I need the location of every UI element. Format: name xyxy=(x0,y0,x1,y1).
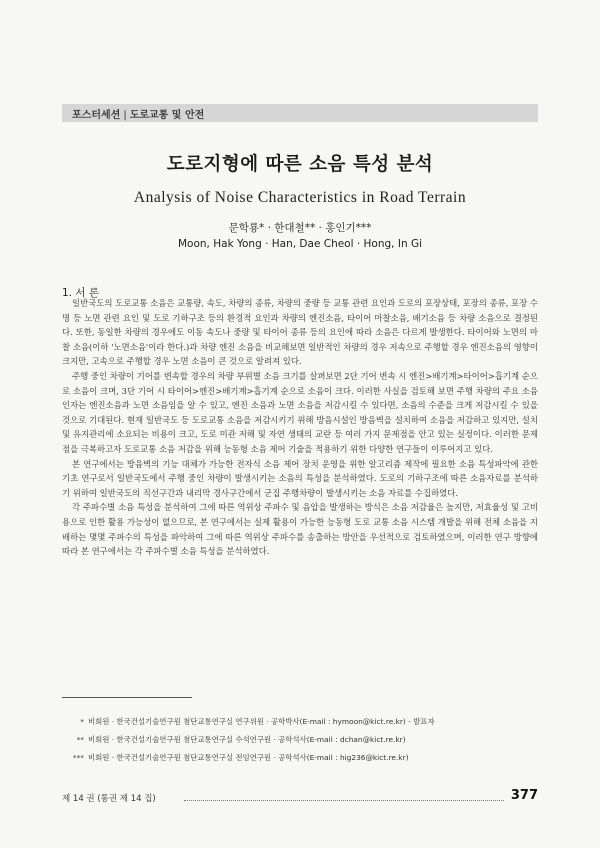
authors-english: Moon, Hak Yong · Han, Dae Cheol · Hong, In Gi xyxy=(178,238,422,250)
footnote-text: 비회원 · 한국건설기술연구원 첨단교통연구실 연구위원 · 공학박사(E-mail : hymoon@kict.re.kr) - 발표자 xyxy=(88,717,435,726)
footnote xyxy=(62,749,538,767)
page-footer xyxy=(62,790,538,806)
paragraph: 주행 중인 차량이 기어를 변속할 경우의 차량 부위별 소음 크기를 살펴보면 2단 기어 변속 시 엔진>배기계>타이어>흡기계 순으로 소음이 크며, 3단 기어 시 타이어>엔진>배기계>흡기계 순으로 소음이 크다. 이러한 사실을 검토해 보면 주행 차량의 주요 소음 인자는 엔진소음과 노면 소음임을 알 수 있고, 엔진 소음과 노면 소음을 저감시킬 수 있다면, 소음의 수준을 크게 저감시킬 수 있을 것으로 기대된다. 현재 일반국도 등 도로교통 소음을 저감시키기 위해 방음시설인 방음벽을 설치하여 소음을 저감하고 있지만, 설치 및 유지관리에 소요되는 비용이 크고, 도로 미관 저해 및 자연 생태의 교란 등 여러 가지 문제점을 안고 있는 실정이다. 이러한 문제점을 극복하고자 도로교통 소음 저감을 위해 능동형 소음 제어 기술을 적용하기 위한 다양한 연구들이 이루어지고 있다. xyxy=(62,370,538,454)
issue-info: 제 14 권 (통권 제 14 집) xyxy=(62,794,156,804)
footnote-mark: * xyxy=(80,717,84,726)
footnote-text: 비회원 · 한국건설기술연구원 첨단교통연구실 전임연구원 · 공학석사(E-mail : hig236@kict.re.kr) xyxy=(88,753,409,762)
paragraph: 각 주파수별 소음 특성을 분석하여 그에 따른 역위상 주파수 및 음압을 발생하는 방식은 소음 저감율은 높지만, 저효율성 및 고비용으로 인한 활용 가능성이 없으므로, 본 연구에서는 실제 활용이 가능한 능동형 도로 교통 소음 시스템 개발을 위해 전체 소음을 지배하는 몇몇 주파수의 특성을 파악하여 그에 따른 역위상 주파수를 송출하는 방안을 우선적으로 검토하였으며, 이러한 연구 방향에 따라 본 연구에서는 각 주파수별 소음 특성을 분석하였다. xyxy=(62,502,538,557)
session-name: 포스터세션 xyxy=(72,110,121,121)
title-korean: 도로지형에 따른 소음 특성 분석 xyxy=(166,154,434,175)
paragraph: 일반국도의 도로교통 소음은 교통량, 속도, 차량의 종류, 차량의 중량 등 교통 관련 요인과 도로의 포장상태, 포장의 종류, 포장 수명 등 노면 관련 요인 및 도로 기하구조 등의 환경적 요인과 차량의 엔진소음, 타이어 마찰소음, 배기소음 등 차량 소음으로 결정된다. 또한, 동일한 차량의 경우에도 이동 속도나 중량 및 타이어 종류 등의 요인에 따라 소음은 다르게 발생한다. 타이어와 노면의 마찰 소음(이하 '노면소음'이라 한다.)과 차량 엔진 소음을 비교해보면 일반적인 차량의 경우 저속으로 주행할 경우 엔진소음의 영향이 크지만, 고속으로 주행할 경우 노면 소음이 큰 것으로 알려져 있다. xyxy=(62,298,538,367)
session-label xyxy=(72,106,204,121)
section-heading: 1. 서 론 xyxy=(62,287,99,299)
footnote xyxy=(62,713,538,731)
footnote-mark: *** xyxy=(72,753,84,762)
footnote-text: 비회원 · 한국건설기술연구원 첨단교통연구실 수석연구원 · 공학석사(E-mail : dchan@kict.re.kr) xyxy=(88,735,406,744)
footnotes xyxy=(62,713,538,767)
footnote-rule xyxy=(62,697,192,698)
authors-korean: 문학룡* · 한대철** · 홍인기*** xyxy=(228,222,372,234)
footnote xyxy=(62,731,538,749)
paragraph: 본 연구에서는 방음벽의 기능 대체가 가능한 전자식 소음 제어 장치 운영을 위한 알고리즘 제작에 필요한 소음 특성파악에 관한 기초 연구로서 일반국도에서 주행 중인 차량이 발생시키는 소음의 특성을 분석하였다. 도로의 기하구조에 따른 소음자료를 분석하기 위하여 일반국도의 직선구간과 내리막 경사구간에서 군집 주행차량이 발생시키는 소음 자료를 수집하였다. xyxy=(62,458,538,498)
page-number: 377 xyxy=(510,788,538,803)
session-separator: | xyxy=(123,110,127,121)
session-topic: 도로교통 및 안전 xyxy=(129,110,205,121)
footnote-mark: ** xyxy=(76,735,84,744)
title-english: Analysis of Noise Characteristics in Road Terrain xyxy=(133,189,467,206)
dotted-leader xyxy=(184,800,504,801)
body-text xyxy=(62,296,538,559)
